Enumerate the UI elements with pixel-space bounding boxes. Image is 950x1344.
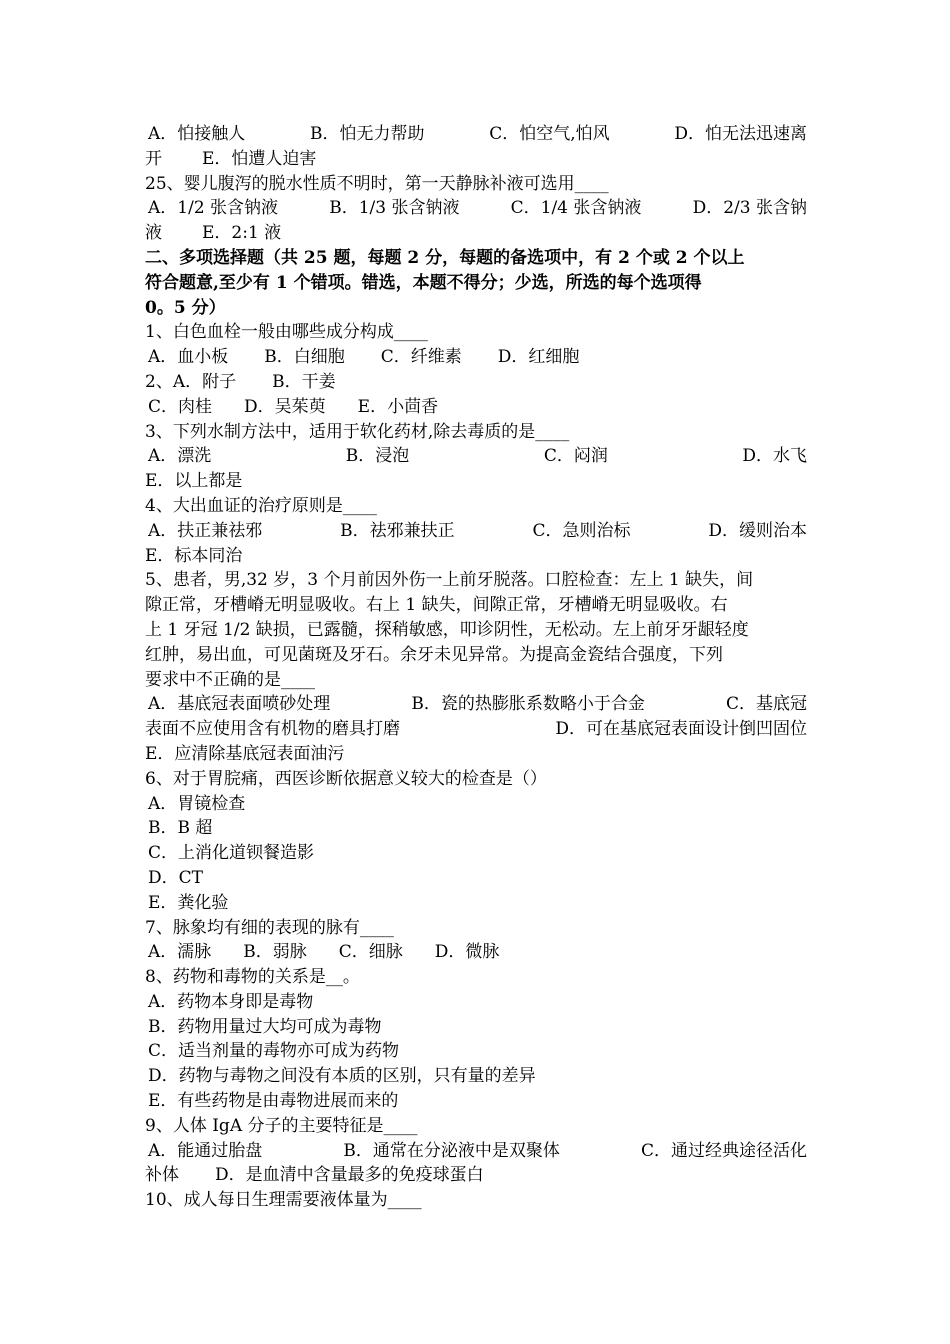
text-segment: E．标本同治 (145, 545, 243, 566)
text-line (145, 1188, 807, 1213)
text-line (145, 1039, 807, 1064)
text-segment: B．怕无力帮助 (310, 124, 425, 144)
text-line (145, 593, 807, 618)
text-segment: C．1/4 张含钠液 (510, 198, 642, 219)
text-segment: C．适当剂量的毒物亦可成为药物 (148, 1041, 400, 1062)
text-segment: A．濡脉 (148, 942, 212, 963)
text-line (145, 271, 807, 296)
text-segment: A．扶正兼祛邪 (148, 520, 263, 541)
text-segment: D．是血清中含量最多的免疫球蛋白 (215, 1165, 484, 1186)
text-segment: 9、人体 IgA 分子的主要特征是____ (145, 1115, 418, 1136)
text-segment: D．怕无法迅速离 (674, 124, 807, 144)
text-line (145, 940, 807, 965)
text-segment: 4、大出血证的治疗原则是____ (145, 495, 377, 516)
text-segment: B．药物用量过大均可成为毒物 (148, 1016, 382, 1037)
text-segment: B．浸泡 (345, 446, 410, 467)
text-segment: E．应清除基底冠表面油污 (145, 743, 345, 764)
text-segment: A．基底冠表面喷砂处理 (148, 694, 331, 715)
text-line (145, 891, 807, 916)
text-segment: D．2/3 张含钠 (692, 198, 807, 219)
text-segment: C．细脉 (338, 942, 403, 963)
text-segment: E．以上都是 (145, 471, 243, 492)
text-segment: C．怕空气,怕风 (489, 124, 610, 144)
text-segment: B．弱脉 (243, 942, 307, 963)
text-line (145, 420, 807, 445)
text-line (145, 246, 807, 271)
text-line (145, 172, 807, 197)
text-line (145, 544, 807, 569)
text-line (145, 618, 807, 643)
text-line (145, 519, 807, 544)
text-segment: B．通常在分泌液中是双聚体 (343, 1140, 560, 1161)
text-segment: 6、对于胃脘痛，西医诊断依据意义较大的检查是（） (145, 768, 547, 789)
text-line (145, 196, 807, 221)
text-segment: 10、成人每日生理需要液体量为____ (145, 1190, 422, 1211)
text-segment: C．基底冠 (725, 694, 807, 715)
text-segment: 红肿，易出血，可见菌斑及牙石。余牙未见异常。为提高金瓷结合强度，下列 (145, 644, 723, 665)
text-segment: C．上消化道钡餐造影 (148, 843, 315, 864)
text-line (145, 668, 807, 693)
text-line (145, 816, 807, 841)
text-segment: A．漂洗 (148, 446, 212, 467)
text-line (145, 1089, 807, 1114)
text-segment: E．粪化验 (148, 892, 229, 913)
text-segment: B．B 超 (148, 818, 213, 839)
text-segment: B．白细胞 (264, 347, 345, 368)
text-segment: D．药物与毒物之间没有本质的区别，只有量的差异 (148, 1066, 536, 1087)
text-segment: 补体 (145, 1165, 179, 1186)
text-segment: A．怕接触人 (148, 124, 246, 144)
text-segment: 8、药物和毒物的关系是__。 (145, 967, 360, 988)
text-segment: 25、婴儿腹泻的脱水性质不明时，第一天静脉补液可选用____ (145, 173, 609, 194)
text-segment: D．可在基底冠表面设计倒凹固位 (555, 719, 807, 740)
text-line (145, 122, 807, 147)
text-segment: 3、下列水制方法中，适用于软化药材,除去毒质的是____ (145, 421, 570, 442)
text-segment: E．小茴香 (357, 396, 439, 417)
text-line (145, 469, 807, 494)
text-segment: A．胃镜检查 (148, 793, 246, 814)
text-segment: 开 (145, 148, 162, 169)
text-segment: 表面不应使用含有机物的磨具打磨 (145, 719, 400, 740)
text-segment: 5、患者，男,32 岁，3 个月前因外伤一上前牙脱落。口腔检查：左上 1 缺失，间 (145, 570, 754, 591)
text-segment: D．吴茱萸 (244, 396, 326, 417)
text-segment: E．有些药物是由毒物进展而来的 (148, 1091, 399, 1112)
text-line (145, 742, 807, 767)
text-segment: A．药物本身即是毒物 (148, 991, 314, 1012)
text-segment: D．水飞 (742, 446, 807, 467)
text-segment: 二、多项选择题（共 25 题，每题 2 分，每题的备选项中，有 2 个或 2 个以上 (145, 247, 745, 268)
text-line (145, 841, 807, 866)
text-line (145, 916, 807, 941)
text-segment: B．干姜 (272, 371, 336, 392)
text-line (145, 990, 807, 1015)
text-segment: B．祛邪兼扶正 (340, 520, 455, 541)
text-segment: C．纤维素 (380, 347, 462, 368)
text-line (145, 296, 807, 321)
text-line (145, 147, 807, 172)
text-segment: D．缓则治本 (708, 520, 807, 541)
text-segment: D．红细胞 (497, 347, 580, 368)
text-line (145, 1015, 807, 1040)
text-segment: 0。5 分） (145, 297, 226, 318)
text-line (145, 643, 807, 668)
text-line (145, 1114, 807, 1139)
text-line (145, 494, 807, 519)
text-segment: 液 (145, 223, 162, 244)
text-segment: 要求中不正确的是____ (145, 669, 315, 690)
text-segment: E．2:1 液 (202, 223, 282, 244)
text-line (145, 444, 807, 469)
text-segment: 上 1 牙冠 1/2 缺损，已露髓，探稍敏感，叩诊阴性，无松动。左上前牙牙龈轻度 (145, 619, 749, 640)
text-line (145, 320, 807, 345)
text-segment: D．微脉 (434, 942, 500, 963)
text-segment: 符合题意,至少有 1 个错项。错选，本题不得分；少选，所选的每个选项得 (145, 272, 702, 293)
text-segment: D．CT (148, 867, 203, 888)
text-line (145, 692, 807, 717)
text-segment: C．通过经典途径活化 (640, 1140, 807, 1161)
text-line (145, 866, 807, 891)
text-segment: 2、A．附子 (145, 371, 237, 392)
text-line (145, 792, 807, 817)
text-line (145, 370, 807, 395)
text-segment: C．急则治标 (532, 520, 631, 541)
text-segment: E．怕遭人迫害 (202, 148, 317, 169)
text-segment: C．肉桂 (148, 396, 213, 417)
text-segment: A．能通过胎盘 (148, 1140, 263, 1161)
text-line (145, 1139, 807, 1164)
text-line (145, 767, 807, 792)
text-line (145, 345, 807, 370)
text-segment: B．瓷的热膨胀系数略小于合金 (411, 694, 645, 715)
document-page (145, 122, 807, 1213)
text-line (145, 717, 807, 742)
text-segment: A．血小板 (148, 347, 229, 368)
text-segment: A．1/2 张含钠液 (148, 198, 279, 219)
text-line (145, 1163, 807, 1188)
text-segment: C．闷润 (543, 446, 608, 467)
text-segment: 1、白色血栓一般由哪些成分构成____ (145, 322, 428, 343)
text-line (145, 568, 807, 593)
text-segment: 7、脉象均有细的表现的脉有____ (145, 917, 394, 938)
text-line (145, 965, 807, 990)
text-line (145, 395, 807, 420)
text-segment: B．1/3 张含钠液 (329, 198, 460, 219)
text-line (145, 221, 807, 246)
text-line (145, 1064, 807, 1089)
text-segment: 隙正常，牙槽嵴无明显吸收。右上 1 缺失，间隙正常，牙槽嵴无明显吸收。右 (145, 595, 728, 616)
